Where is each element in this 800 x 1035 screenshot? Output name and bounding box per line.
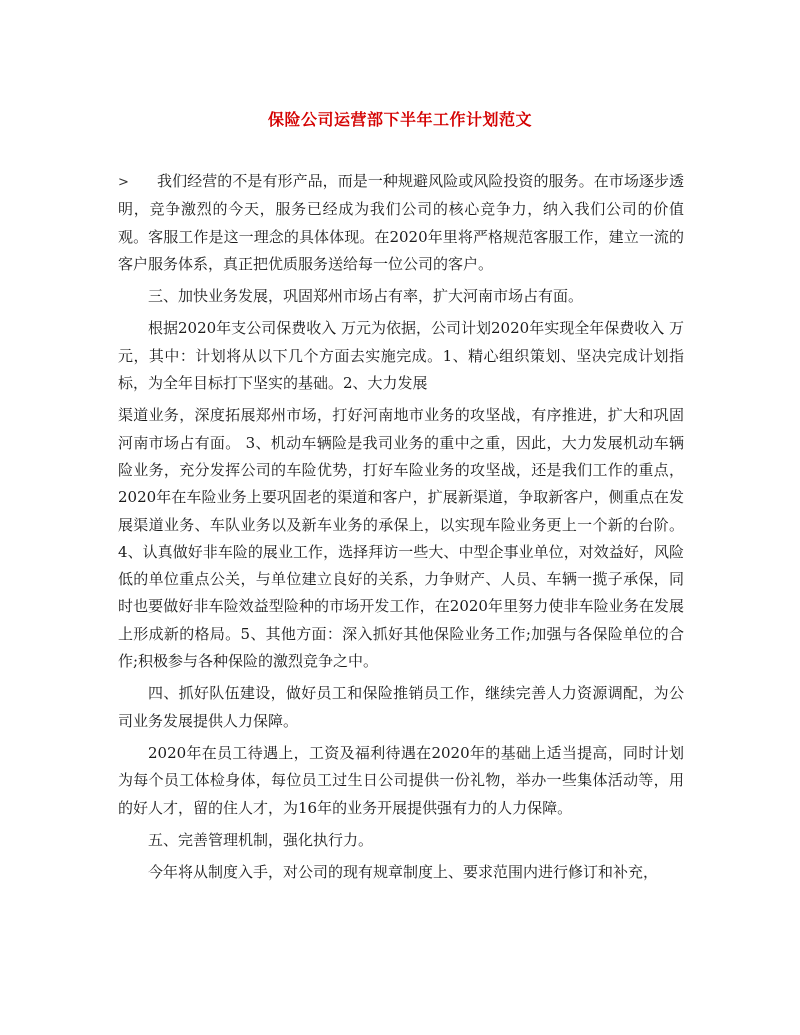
document-body [118, 168, 684, 891]
paragraph-2: 三、加快业务发展，巩固郑州市场占有率，扩大河南市场占有面。 [148, 287, 584, 306]
bullet-arrow-icon: > [118, 175, 129, 190]
paragraph-7: 五、完善管理机制，强化执行力。 [148, 830, 374, 849]
document-title: 保险公司运营部下半年工作计划范文 [267, 110, 532, 129]
paragraph-1 [118, 168, 684, 278]
paragraph-6: 2020年在员工待遇上，工资及福利待遇在2020年的基础上适当提高，同时计划为每个员工体检身体，每位员工过生日公司提供一份礼物，举办一些集体活动等，用的好人才，留的住人才，为16年的业务开展提供强有力的人力保障。 [118, 743, 684, 817]
paragraph-5: 四、抓好队伍建设，做好员工和保险推销员工作，继续完善人力资源调配，为公司业务发展提供人力保障。 [118, 684, 684, 730]
paragraph-1-text: 我们经营的不是有形产品，而是一种规避风险或风险投资的服务。在市场逐步透明，竞争激烈的今天，服务已经成为我们公司的核心竞争力，纳入我们公司的价值观。客服工作是这一理念的具体体现。在2020年里将严格规范客服工作，建立一流的客户服务体系，真正把优质服务送给每一位公司的客户。 [118, 172, 684, 273]
paragraph-4: 渠道业务，深度拓展郑州市场，打好河南地市业务的攻坚战，有序推进，扩大和巩固河南市场占有面。 3、机动车辆险是我司业务的重中之重，因此，大力发展机动车辆险业务，充分发挥公司的车险优势，打好车险业务的攻坚战，还是我们工作的重点，2020年在车险业务上要巩固老的渠道和客户，扩展新渠道，争取新客户，侧重点在发展渠道业务、车队业务以及新车业务的承保上，以实现车险业务更上一个新的台阶。4、认真做好非车险的展业工作，选择拜访一些大、中型企事业单位，对效益好，风险低的单位重点公关，与单位建立良好的关系，力争财产、人员、车辆一揽子承保，同时也要做好非车险效益型险种的市场开发工作，在2020年里努力使非车险业务在发展上形成新的格局。5、其他方面：深入抓好其他保险业务工作;加强与各保险单位的合作;积极参与各种保险的激烈竞争之中。 [118, 406, 684, 671]
paragraph-3: 根据2020年支公司保费收入 万元为依据，公司计划2020年实现全年保费收入 万元，其中：计划将从以下几个方面去实施完成。1、精心组织策划、坚决完成计划指标，为全年目标打下坚实的基础。2、大力发展 [118, 319, 684, 393]
paragraph-8: 今年将从制度入手，对公司的现有规章制度上、要求范围内进行修订和补充， [148, 863, 659, 882]
